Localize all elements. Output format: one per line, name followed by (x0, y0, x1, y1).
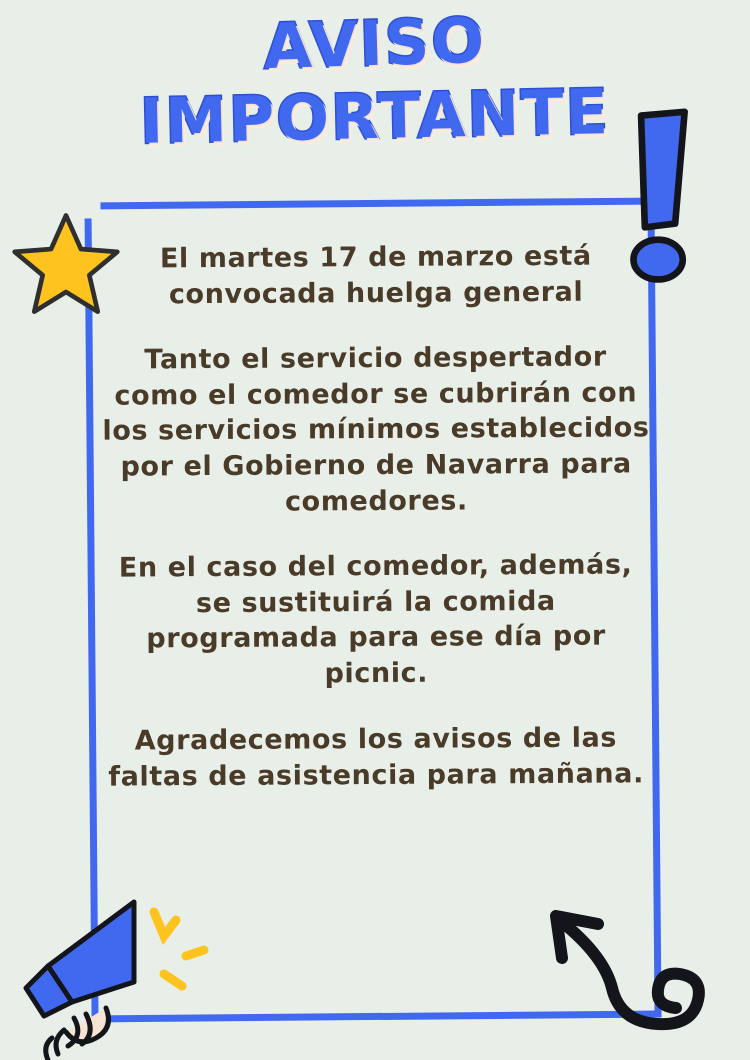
title-line-1: AVISO (262, 3, 488, 84)
notice-paragraph-1: El martes 17 de marzo está convocada huelga general (159, 240, 592, 310)
notice-paragraph-4: Agradecemos los avisos de las faltas de asistencia para mañana. (108, 722, 644, 793)
title-line-2: IMPORTANTE (139, 74, 611, 158)
notice-paragraph-2: Tanto el servicio despertador como el comedor se cubrirán con los servicios mínimos establecidos por el Gobierno de Navarra para comedores. (102, 341, 650, 518)
curved-arrow-icon (540, 900, 720, 1050)
notice-paragraph-3: En el caso del comedor, además, se sustituirá la comida programada para ese día por picnic. (118, 549, 633, 690)
star-icon (10, 208, 122, 320)
notice-body (100, 240, 652, 793)
exclamation-mark-icon (612, 108, 708, 288)
megaphone-icon (14, 890, 244, 1060)
